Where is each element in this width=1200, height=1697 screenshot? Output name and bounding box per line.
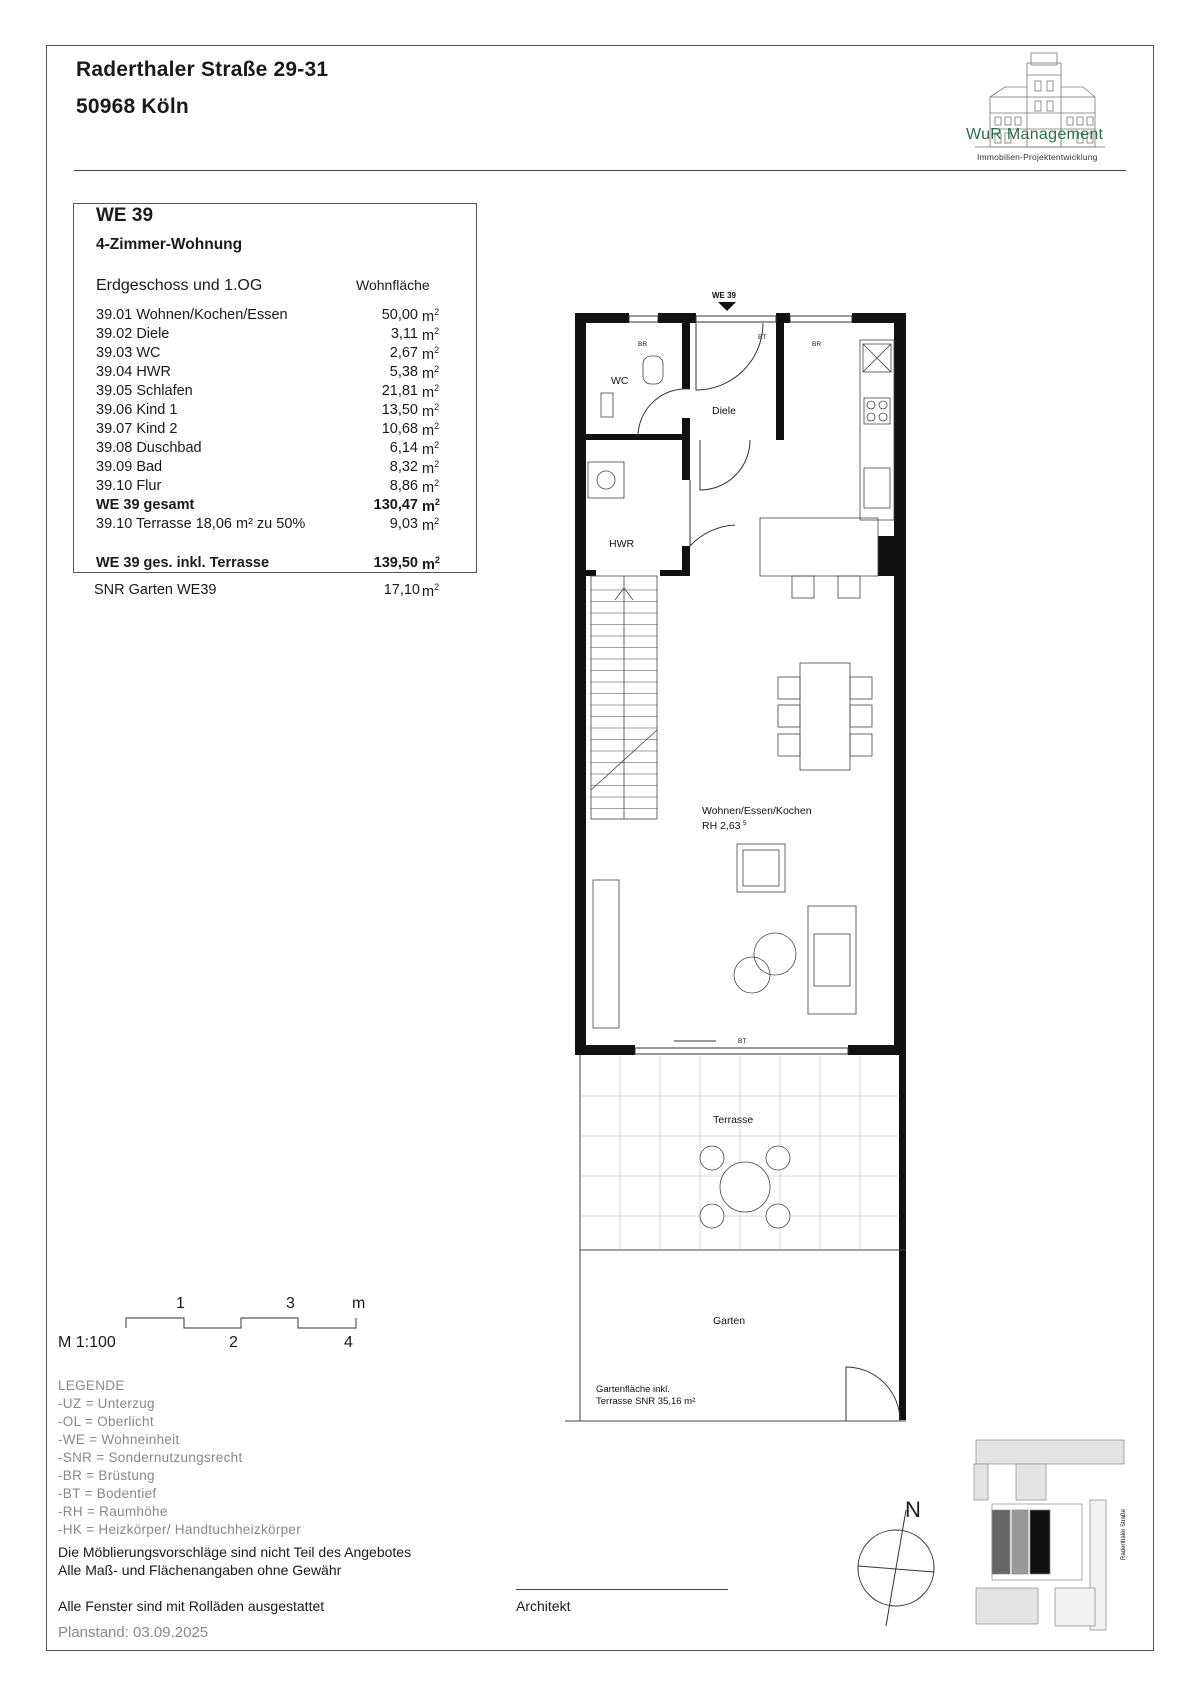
staircase (591, 576, 657, 819)
area-row-value: 8,86 (389, 478, 418, 494)
plan-date: Planstand: 03.09.2025 (58, 1624, 209, 1641)
legend-item: -HK = Heizkörper/ Handtuchheizkörper (58, 1522, 302, 1537)
scale-unit: m (352, 1295, 366, 1312)
svg-text:WC: WC (611, 375, 629, 387)
svg-text:RH 2,63: RH 2,63 (702, 820, 741, 832)
area-row-value: 13,50 (381, 402, 418, 418)
address-street: Raderthaler Straße 29-31 (76, 58, 329, 81)
area-row-label: 39.10 Flur (96, 478, 162, 494)
area-row-value: 9,03 (389, 516, 418, 532)
area-row-value: 3,11 (390, 326, 418, 342)
logo-subtitle: Immobilien-Projektentwicklung (977, 152, 1098, 162)
area-row-value: 8,32 (389, 459, 418, 475)
scale-tick-1: 1 (176, 1295, 185, 1312)
svg-text:Terrasse SNR 35,16 m²: Terrasse SNR 35,16 m² (596, 1396, 696, 1407)
legend-item: -RH = Raumhöhe (58, 1504, 168, 1519)
area-row-unit: $m^2$ (422, 383, 440, 401)
area-row-label: WE 39 gesamt (96, 497, 195, 513)
svg-text:BT: BT (758, 334, 767, 341)
furniture-note: Die Möblierungsvorschläge sind nicht Teil des Angebotes (58, 1544, 412, 1560)
svg-text:Terrasse: Terrasse (713, 1114, 754, 1126)
area-row-label: 39.10 Terrasse 18,06 m² zu 50% (96, 516, 306, 532)
area-row-unit: $m^2$ (422, 345, 440, 363)
scale-bar (126, 1318, 356, 1328)
legend-item: -BR = Brüstung (58, 1468, 155, 1483)
unit-floors: Erdgeschoss und 1.OG (96, 277, 263, 294)
legend-item: -BT = Bodentief (58, 1486, 157, 1501)
architect-label: Architekt (516, 1598, 571, 1614)
area-row-value: 6,14 (389, 440, 418, 456)
legend-item: -SNR = Sondernutzungsrecht (58, 1450, 243, 1465)
area-row-label: 39.01 Wohnen/Kochen/Essen (96, 307, 288, 323)
scale-tick-4: 4 (344, 1334, 353, 1351)
area-row-label: WE 39 ges. inkl. Terrasse (96, 555, 270, 571)
svg-text:Gartenfläche inkl.: Gartenfläche inkl. (596, 1384, 670, 1395)
area-row-value: 130,47 (373, 497, 418, 513)
shutters-note: Alle Fenster sind mit Rolläden ausgestattet (58, 1598, 325, 1614)
area-row-unit: $m^2$ (422, 326, 440, 344)
area-row-value: 5,38 (389, 364, 418, 380)
site-plan (974, 1440, 1124, 1630)
area-row-label: 39.03 WC (96, 345, 161, 361)
area-row-unit: $m^2$ (422, 555, 440, 573)
snr-value: 17,10 (383, 582, 420, 598)
svg-text:5: 5 (743, 820, 747, 827)
area-row-label: 39.08 Duschbad (96, 440, 202, 456)
north-label: N (905, 1497, 921, 1522)
area-row-label: 39.07 Kind 2 (96, 421, 178, 437)
legend-item: -UZ = Unterzug (58, 1396, 155, 1411)
scale-label: M 1:100 (58, 1334, 116, 1351)
north-compass (858, 1510, 934, 1626)
svg-text:Diele: Diele (712, 405, 736, 417)
svg-text:Garten: Garten (713, 1315, 746, 1327)
scale-tick-2: 2 (229, 1334, 238, 1351)
area-row-unit: $m^2$ (422, 364, 440, 382)
area-row-value: 21,81 (381, 383, 418, 399)
logo-brand-name: WuR Management (966, 126, 1104, 143)
area-row-unit: $m^2$ (422, 402, 440, 420)
scale-tick-3: 3 (286, 1295, 295, 1312)
svg-text:WE 39: WE 39 (712, 291, 737, 300)
area-row-value: 139,50 (373, 555, 418, 571)
area-column-header: Wohnfläche (356, 277, 430, 293)
architect-signature-line (516, 1589, 728, 1590)
area-row-label: 39.05 Schlafen (96, 383, 193, 399)
snr-label: SNR Garten WE39 (94, 582, 217, 598)
area-row-unit: $m^2$ (422, 516, 440, 534)
area-row-unit: $m^2$ (422, 497, 440, 515)
svg-text:Wohnen/Essen/Kochen: Wohnen/Essen/Kochen (702, 805, 812, 817)
area-row-unit: $m^2$ (422, 421, 440, 439)
area-row-value: 10,68 (381, 421, 418, 437)
unit-title: WE 39 (96, 205, 154, 226)
svg-text:Raderthaler Straße: Raderthaler Straße (1121, 1508, 1127, 1560)
svg-text:BR: BR (812, 341, 822, 348)
svg-text:BT: BT (738, 1038, 747, 1045)
svg-text:HWR: HWR (609, 538, 635, 550)
unit-type: 4-Zimmer-Wohnung (96, 236, 243, 253)
area-row-unit: $m^2$ (422, 440, 440, 458)
area-row-unit: $m^2$ (422, 459, 440, 477)
area-row-label: 39.06 Kind 1 (96, 402, 178, 418)
legend-item: -OL = Oberlicht (58, 1414, 154, 1429)
dimensions-note: Alle Maß- und Flächenangaben ohne Gewähr (58, 1562, 342, 1578)
garden-wall (899, 1055, 906, 1420)
snr-unit: $m^2$ (422, 582, 440, 600)
area-row-value: 2,67 (389, 345, 418, 361)
address-city: 50968 Köln (76, 95, 189, 118)
area-row-unit: $m^2$ (422, 478, 440, 496)
legend-title: LEGENDE (58, 1378, 125, 1393)
area-row-value: 50,00 (381, 307, 418, 323)
legend-item: -WE = Wohneinheit (58, 1432, 180, 1447)
svg-text:BR: BR (638, 341, 648, 348)
area-row-label: 39.02 Diele (96, 326, 170, 342)
area-row-label: 39.09 Bad (96, 459, 163, 475)
area-row-unit: $m^2$ (422, 307, 440, 325)
area-row-label: 39.04 HWR (96, 364, 171, 380)
